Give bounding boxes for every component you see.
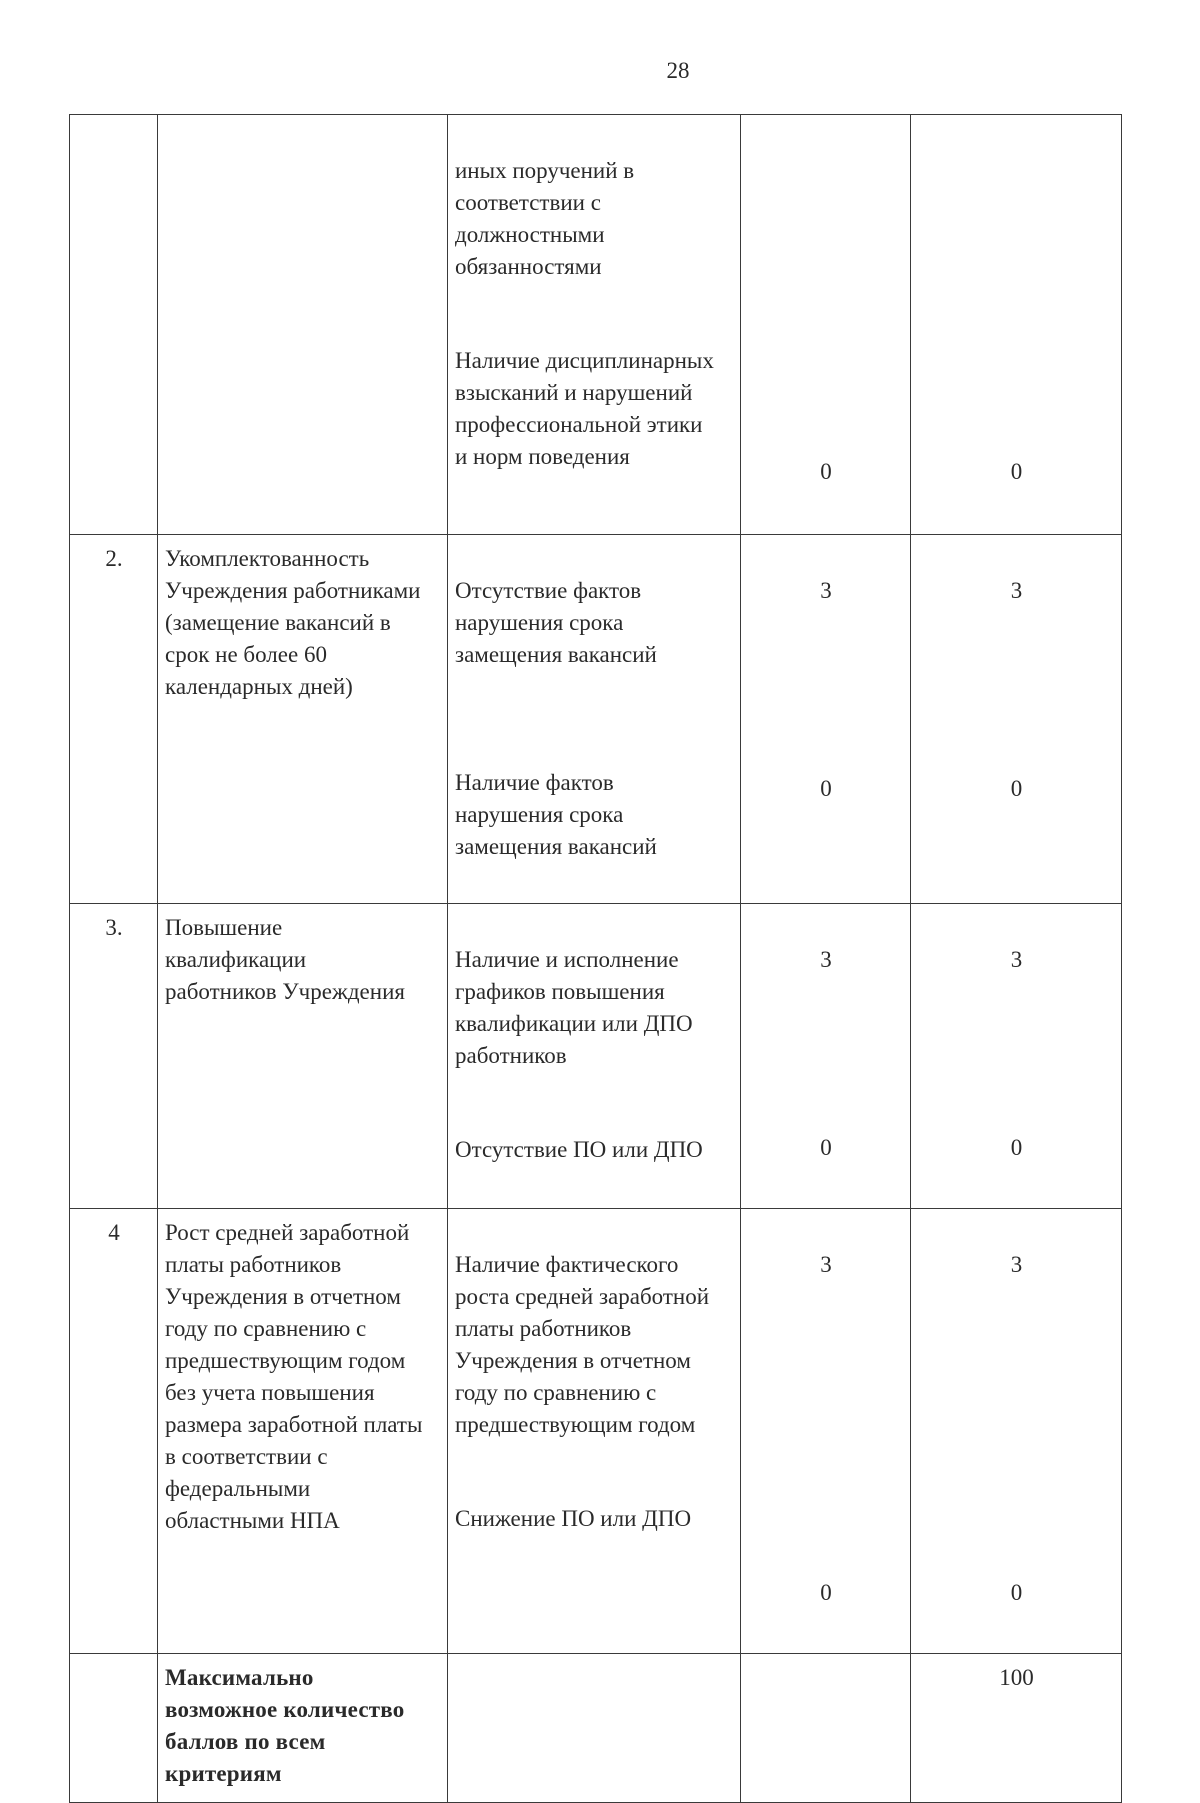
criterion-cell: Укомплектованность Учреждения работниками (замещение вакансий в срок не более 60 календарных дней) bbox=[158, 535, 448, 904]
score-value: 0 bbox=[1010, 1135, 1023, 1160]
criteria-table bbox=[69, 114, 1122, 1803]
table-row bbox=[70, 904, 1122, 1209]
score-cell-2 bbox=[911, 1209, 1122, 1654]
page-number: 28 bbox=[666, 58, 690, 83]
row-number: 4 bbox=[70, 1209, 158, 1654]
table-row bbox=[70, 1209, 1122, 1654]
score-cell-1 bbox=[741, 904, 911, 1209]
indicator-text: Наличие фактического роста средней заработной платы работников Учреждения в отчетном году по сравнению с предшествующим годом bbox=[455, 1252, 710, 1437]
indicator-cell bbox=[448, 535, 741, 904]
indicator-text: Отсутствие ПО или ДПО bbox=[455, 1137, 703, 1162]
score-value: 0 bbox=[820, 776, 832, 801]
score-cell-1 bbox=[741, 1209, 911, 1654]
score-value: 3 bbox=[820, 578, 832, 603]
score-cell-2 bbox=[911, 115, 1122, 535]
table-row bbox=[70, 115, 1122, 535]
indicator-text: Наличие и исполнение графиков повышения квалификации или ДПО работников bbox=[455, 947, 693, 1068]
score-cell-2 bbox=[911, 904, 1122, 1209]
indicator-cell bbox=[448, 1209, 741, 1654]
criterion-cell bbox=[158, 115, 448, 535]
empty-cell bbox=[448, 1654, 741, 1803]
indicator-text: Наличие дисциплинарных взысканий и нарушений профессиональной этики и норм поведения bbox=[455, 348, 714, 469]
score-value: 0 bbox=[1010, 459, 1023, 484]
score-value: 0 bbox=[1010, 1580, 1023, 1605]
row-number: 3. bbox=[70, 904, 158, 1209]
total-label: Максимально возможное количество баллов по всем критериям bbox=[158, 1654, 448, 1803]
indicator-text: иных поручений в соответствии с должностными обязанностями bbox=[455, 158, 635, 279]
row-number bbox=[70, 1654, 158, 1803]
score-cell-1 bbox=[741, 535, 911, 904]
criterion-cell: Рост средней заработной платы работников Учреждения в отчетном году по сравнению с предшествующим годом без учета повышения размера заработной платы в соответствии с федеральными областными НПА bbox=[158, 1209, 448, 1654]
score-value: 0 bbox=[820, 459, 832, 484]
score-value: 3 bbox=[1010, 947, 1023, 972]
indicator-cell bbox=[448, 115, 741, 535]
total-value: 100 bbox=[911, 1654, 1122, 1803]
score-value: 3 bbox=[1010, 578, 1023, 603]
score-value: 3 bbox=[820, 947, 832, 972]
score-cell-1 bbox=[741, 115, 911, 535]
indicator-cell bbox=[448, 904, 741, 1209]
indicator-text: Наличие фактов нарушения срока замещения вакансий bbox=[455, 770, 657, 859]
empty-cell bbox=[741, 1654, 911, 1803]
indicator-text: Снижение ПО или ДПО bbox=[455, 1506, 692, 1531]
indicator-text: Отсутствие фактов нарушения срока замещения вакансий bbox=[455, 578, 657, 667]
score-value: 3 bbox=[1010, 1252, 1023, 1277]
table-row-total bbox=[70, 1654, 1122, 1803]
score-value: 3 bbox=[820, 1252, 832, 1277]
table-row bbox=[70, 535, 1122, 904]
row-number: 2. bbox=[70, 535, 158, 904]
score-value: 0 bbox=[820, 1580, 832, 1605]
criterion-cell: Повышение квалификации работников Учреждения bbox=[158, 904, 448, 1209]
row-number bbox=[70, 115, 158, 535]
score-value: 0 bbox=[820, 1135, 832, 1160]
score-value: 0 bbox=[1010, 776, 1023, 801]
score-cell-2 bbox=[911, 535, 1122, 904]
